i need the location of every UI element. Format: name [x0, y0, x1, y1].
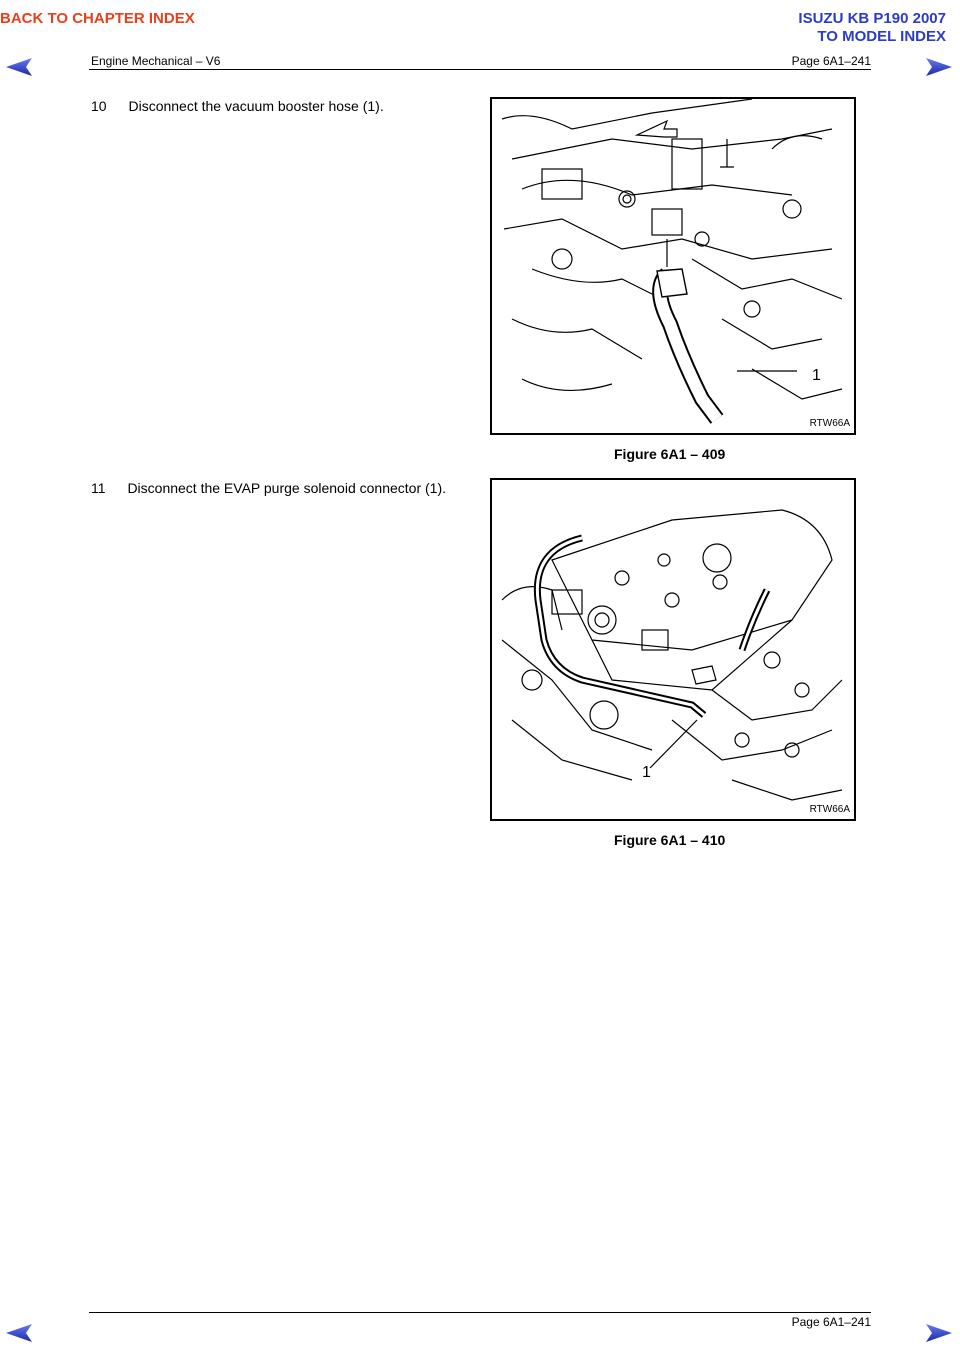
- footer-page-number: Page 6A1–241: [791, 1315, 871, 1329]
- header-rule: [89, 69, 871, 70]
- model-title: ISUZU KB P190 2007: [798, 10, 946, 27]
- next-page-arrow-icon[interactable]: [924, 56, 954, 78]
- header-page-number: Page 6A1–241: [791, 54, 871, 68]
- next-page-arrow-icon[interactable]: [924, 1322, 954, 1344]
- callout-label: 1: [642, 764, 651, 781]
- prev-page-arrow-icon[interactable]: [4, 1322, 34, 1344]
- callout-label: 1: [812, 367, 821, 384]
- to-model-index-link[interactable]: TO MODEL INDEX: [817, 28, 946, 45]
- figure-evap-purge-solenoid: [490, 478, 856, 821]
- figure-tag: RTW66A: [809, 804, 850, 815]
- model-index-block[interactable]: [798, 10, 946, 46]
- step-text: Disconnect the EVAP purge solenoid connector (1).: [127, 480, 446, 496]
- figure-caption: Figure 6A1 – 409: [614, 446, 726, 462]
- back-to-chapter-index-link[interactable]: BACK TO CHAPTER INDEX: [0, 10, 195, 27]
- step-number: 10: [91, 98, 107, 114]
- prev-page-arrow-icon[interactable]: [4, 56, 34, 78]
- engine-illustration-409: [492, 99, 854, 433]
- section-title: Engine Mechanical – V6: [91, 54, 221, 68]
- step-number: 11: [91, 480, 106, 496]
- figure-caption: Figure 6A1 – 410: [614, 832, 726, 848]
- step-11: [91, 480, 446, 496]
- step-text: Disconnect the vacuum booster hose (1).: [128, 98, 384, 114]
- step-10: [91, 98, 384, 114]
- figure-tag: RTW66A: [809, 418, 850, 429]
- footer-rule: [89, 1312, 871, 1313]
- engine-illustration-410: [492, 480, 854, 819]
- figure-vacuum-booster-hose: [490, 97, 856, 435]
